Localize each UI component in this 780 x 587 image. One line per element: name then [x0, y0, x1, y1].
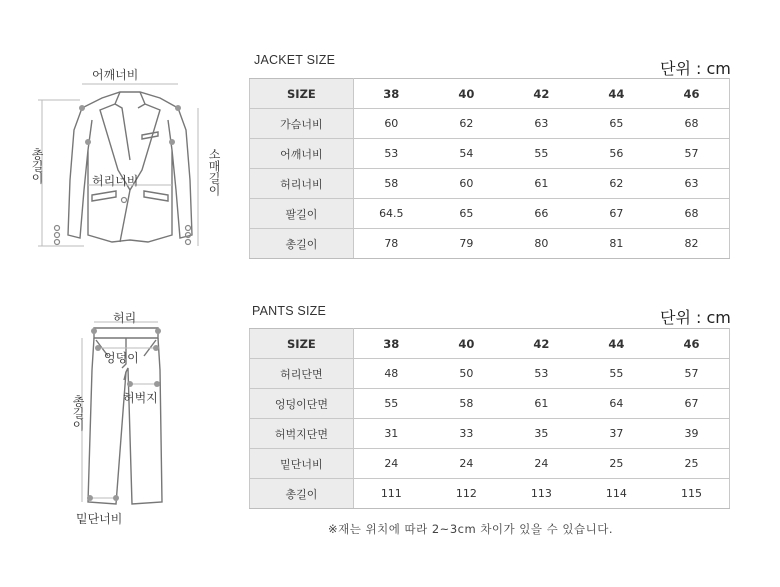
row-label: 밑단너비	[250, 449, 354, 479]
row-label: 허벅지단면	[250, 419, 354, 449]
table-cell: 112	[429, 479, 504, 509]
pants-thigh-label: 허벅지	[123, 391, 158, 405]
table-cell: 61	[504, 169, 579, 199]
pants-total-length-label	[68, 395, 85, 431]
jacket-unit-label: 단위 : cm	[660, 59, 731, 78]
table-row	[250, 479, 730, 509]
table-cell: 114	[579, 479, 654, 509]
table-cell: 56	[579, 139, 654, 169]
header-cell: SIZE	[250, 79, 354, 109]
table-cell: 57	[654, 359, 730, 389]
table-cell: 79	[429, 229, 504, 259]
row-label: 팔길이	[250, 199, 354, 229]
pants-size-table	[249, 328, 730, 509]
table-cell: 63	[504, 109, 579, 139]
header-cell: SIZE	[250, 329, 354, 359]
jacket-size-table	[249, 78, 730, 259]
table-cell: 35	[504, 419, 579, 449]
table-cell: 62	[579, 169, 654, 199]
table-cell: 66	[504, 199, 579, 229]
table-cell: 50	[429, 359, 504, 389]
table-cell: 24	[504, 449, 579, 479]
table-cell: 68	[654, 109, 730, 139]
table-cell: 67	[579, 199, 654, 229]
pants-section-title: PANTS SIZE	[252, 304, 327, 318]
table-cell: 61	[504, 389, 579, 419]
table-cell: 60	[353, 109, 429, 139]
table-cell: 78	[353, 229, 429, 259]
jacket-total-length-text: 총길이	[30, 148, 44, 184]
row-label: 허리단면	[250, 359, 354, 389]
header-cell: 44	[579, 79, 654, 109]
row-label: 가슴너비	[250, 109, 354, 139]
table-cell: 65	[429, 199, 504, 229]
table-cell: 53	[353, 139, 429, 169]
table-cell: 63	[654, 169, 730, 199]
jacket-sleeve-length-label	[204, 148, 221, 196]
header-cell: 44	[579, 329, 654, 359]
table-cell: 111	[353, 479, 429, 509]
pants-hem-label: 밑단너비	[76, 512, 123, 526]
table-cell: 64	[579, 389, 654, 419]
pants-total-length-text: 총길이	[71, 395, 85, 431]
table-cell: 54	[429, 139, 504, 169]
table-row	[250, 229, 730, 259]
row-label: 엉덩이단면	[250, 389, 354, 419]
table-row	[250, 199, 730, 229]
header-cell: 40	[429, 79, 504, 109]
table-cell: 57	[654, 139, 730, 169]
table-cell: 48	[353, 359, 429, 389]
jacket-section-title: JACKET SIZE	[254, 53, 336, 67]
table-cell: 80	[504, 229, 579, 259]
table-cell: 31	[353, 419, 429, 449]
table-cell: 25	[579, 449, 654, 479]
header-cell: 42	[504, 329, 579, 359]
table-row	[250, 109, 730, 139]
table-cell: 39	[654, 419, 730, 449]
table-cell: 55	[504, 139, 579, 169]
table-cell: 64.5	[353, 199, 429, 229]
header-cell: 40	[429, 329, 504, 359]
row-label: 허리너비	[250, 169, 354, 199]
table-cell: 68	[654, 199, 730, 229]
table-cell: 115	[654, 479, 730, 509]
pants-unit-label: 단위 : cm	[660, 308, 731, 327]
table-cell: 37	[579, 419, 654, 449]
table-cell: 65	[579, 109, 654, 139]
table-cell: 55	[579, 359, 654, 389]
table-row	[250, 389, 730, 419]
jacket-shoulder-label: 어깨너비	[92, 68, 139, 82]
row-label: 총길이	[250, 479, 354, 509]
row-label: 어깨너비	[250, 139, 354, 169]
measurement-note: ※재는 위치에 따라 2~3cm 차이가 있을 수 있습니다.	[328, 522, 614, 536]
table-header-row	[250, 329, 730, 359]
header-cell: 46	[654, 329, 730, 359]
table-cell: 67	[654, 389, 730, 419]
table-cell: 24	[353, 449, 429, 479]
table-row	[250, 419, 730, 449]
table-cell: 53	[504, 359, 579, 389]
table-cell: 24	[429, 449, 504, 479]
table-cell: 62	[429, 109, 504, 139]
jacket-sleeve-length-text: 소매길이	[207, 148, 221, 196]
table-row	[250, 359, 730, 389]
pants-waist-label: 허리	[113, 311, 137, 325]
header-cell: 38	[353, 79, 429, 109]
table-row	[250, 169, 730, 199]
table-row	[250, 139, 730, 169]
table-cell: 60	[429, 169, 504, 199]
table-cell: 58	[353, 169, 429, 199]
jacket-total-length-label	[27, 148, 44, 184]
table-cell: 33	[429, 419, 504, 449]
table-cell: 82	[654, 229, 730, 259]
table-row	[250, 449, 730, 479]
table-cell: 81	[579, 229, 654, 259]
header-cell: 46	[654, 79, 730, 109]
pants-hip-label: 엉덩이	[104, 351, 139, 365]
table-cell: 113	[504, 479, 579, 509]
table-cell: 58	[429, 389, 504, 419]
header-cell: 42	[504, 79, 579, 109]
row-label: 총길이	[250, 229, 354, 259]
table-header-row	[250, 79, 730, 109]
header-cell: 38	[353, 329, 429, 359]
table-cell: 55	[353, 389, 429, 419]
jacket-waist-label: 허리너비	[92, 174, 139, 188]
table-cell: 25	[654, 449, 730, 479]
